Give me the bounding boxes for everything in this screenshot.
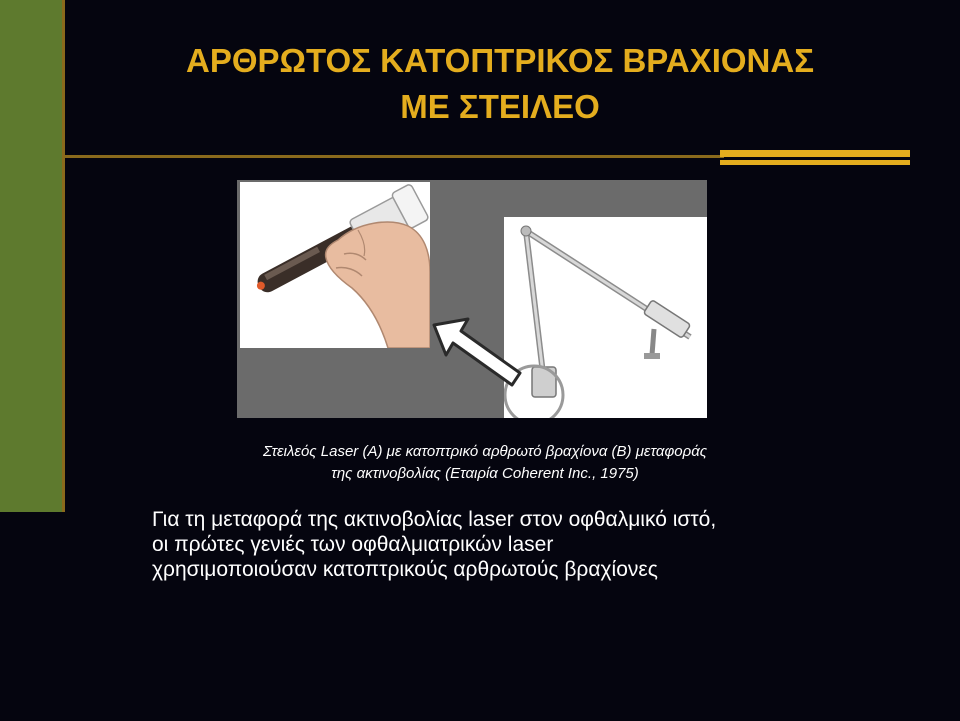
articulated-arm-illustration bbox=[504, 217, 707, 418]
left-accent-bar bbox=[0, 0, 64, 512]
body-line-1: Για τη μεταφορά της ακτινοβολίας laser στον οφθαλμικό ιστό, bbox=[152, 508, 717, 531]
caption-line-2: της ακτινοβολίας (Εταιρία Coherent Inc., 1975) bbox=[331, 465, 639, 482]
slide-title bbox=[80, 38, 920, 130]
handpiece-photo bbox=[240, 182, 430, 348]
articulated-arm-photo bbox=[504, 217, 707, 418]
arrow-icon bbox=[428, 315, 524, 393]
body-line-2: οι πρώτες γενιές των οφθαλμιατρικών laser bbox=[152, 533, 554, 556]
figure-caption bbox=[150, 441, 820, 485]
body-line-3: χρησιμοποιούσαν κατοπτρικούς αρθρωτούς βραχίονες bbox=[152, 558, 658, 581]
divider-accent-bottom bbox=[720, 160, 910, 165]
body-paragraph bbox=[152, 507, 942, 582]
caption-line-1: Στειλεός Laser (A) με κατοπτρικό αρθρωτό βραχίονα (B) μεταφοράς bbox=[262, 443, 708, 460]
title-line-1: ΑΡΘΡΩΤΟΣ ΚΑΤΟΠΤΡΙΚΟΣ ΒΡΑΧΙΟΝΑΣ bbox=[186, 42, 814, 79]
divider-accent-top bbox=[720, 150, 910, 157]
title-divider bbox=[64, 155, 724, 158]
left-accent-edge bbox=[62, 0, 65, 512]
title-line-2: ΜΕ ΣΤΕΙΛΕΟ bbox=[400, 88, 600, 125]
handpiece-illustration bbox=[240, 182, 430, 348]
